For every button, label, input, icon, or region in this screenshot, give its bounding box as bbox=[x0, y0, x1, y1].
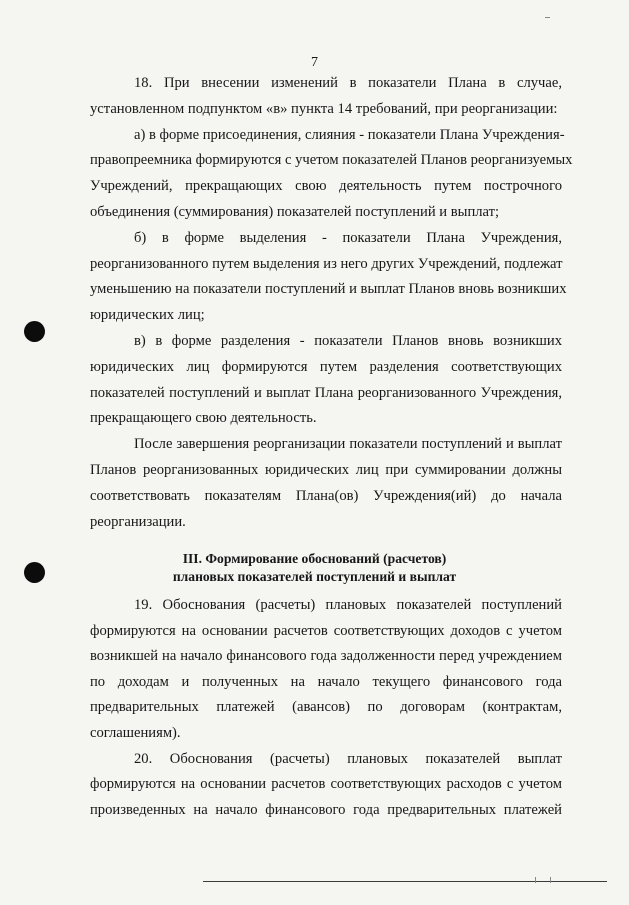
text-line: правопреемника формируются с учетом показателей Планов реорганизуемых bbox=[90, 152, 573, 169]
text-line: установленном подпунктом «в» пункта 14 требований, при реорганизации: bbox=[90, 100, 558, 117]
text-line: показателей поступлений и выплат Плана реорганизованного Учреждения, bbox=[90, 384, 562, 401]
text-line: Учреждений, прекращающих свою деятельность путем построчного bbox=[90, 178, 562, 195]
punch-hole-top bbox=[24, 321, 45, 342]
text-line: реорганизации. bbox=[90, 513, 186, 530]
footer-rule bbox=[203, 881, 607, 882]
text-line: После завершения реорганизации показатели поступлений и выплат bbox=[134, 436, 562, 453]
text-line: формируются на основании расчетов соответствующих доходов с учетом bbox=[90, 622, 562, 639]
page-number: 7 bbox=[311, 55, 318, 70]
text-line: прекращающего свою деятельность. bbox=[90, 410, 317, 427]
text-line: возникшей на начало финансового года задолженности перед учреждением bbox=[90, 648, 562, 665]
text-line: в) в форме разделения - показатели Планов вновь возникших bbox=[134, 333, 562, 349]
text-line: формируются на основании расчетов соответствующих расходов с учетом bbox=[90, 776, 562, 793]
punch-hole-bottom bbox=[24, 562, 45, 583]
text-line: юридических лиц; bbox=[90, 307, 205, 324]
text-line: юридических лиц формируются путем разделения соответствующих bbox=[90, 358, 562, 375]
text-line: предварительных платежей (авансов) по договорам (контрактам, bbox=[90, 699, 562, 716]
text-line: а) в форме присоединения, слияния - показатели Плана Учреждения- bbox=[134, 126, 565, 143]
scan-speck bbox=[545, 17, 550, 18]
section-heading-line1: III. Формирование обоснований (расчетов) bbox=[182, 551, 447, 566]
text-line: Планов реорганизованных юридических лиц при суммировании должны bbox=[90, 462, 562, 478]
section-heading-line2: плановых показателей поступлений и выплат bbox=[172, 569, 457, 584]
text-line: по доходам и полученных на начало текущего финансового года bbox=[90, 673, 562, 690]
text-line: произведенных на начало финансового года предварительных платежей bbox=[90, 801, 562, 818]
text-line: соглашениям). bbox=[90, 725, 181, 741]
text-line: соответствовать показателям Плана(ов) Учреждения(ий) до начала bbox=[90, 487, 562, 504]
text-line: б) в форме выделения - показатели Плана Учреждения, bbox=[134, 229, 562, 246]
text-line: объединения (суммирования) показателей поступлений и выплат; bbox=[90, 204, 500, 220]
text-line: 19. Обоснования (расчеты) плановых показателей поступлений bbox=[134, 597, 562, 613]
text-line: 18. При внесении изменений в показатели Плана в случае, bbox=[134, 75, 562, 91]
scan-speck bbox=[550, 877, 551, 883]
text-line: 20. Обоснования (расчеты) плановых показателей выплат bbox=[134, 750, 562, 767]
scan-speck bbox=[535, 877, 536, 883]
text-line: реорганизованного путем выделения из него других Учреждений, подлежат bbox=[90, 255, 563, 272]
text-line: уменьшению на показатели поступлений и выплат Планов вновь возникших bbox=[90, 281, 567, 298]
